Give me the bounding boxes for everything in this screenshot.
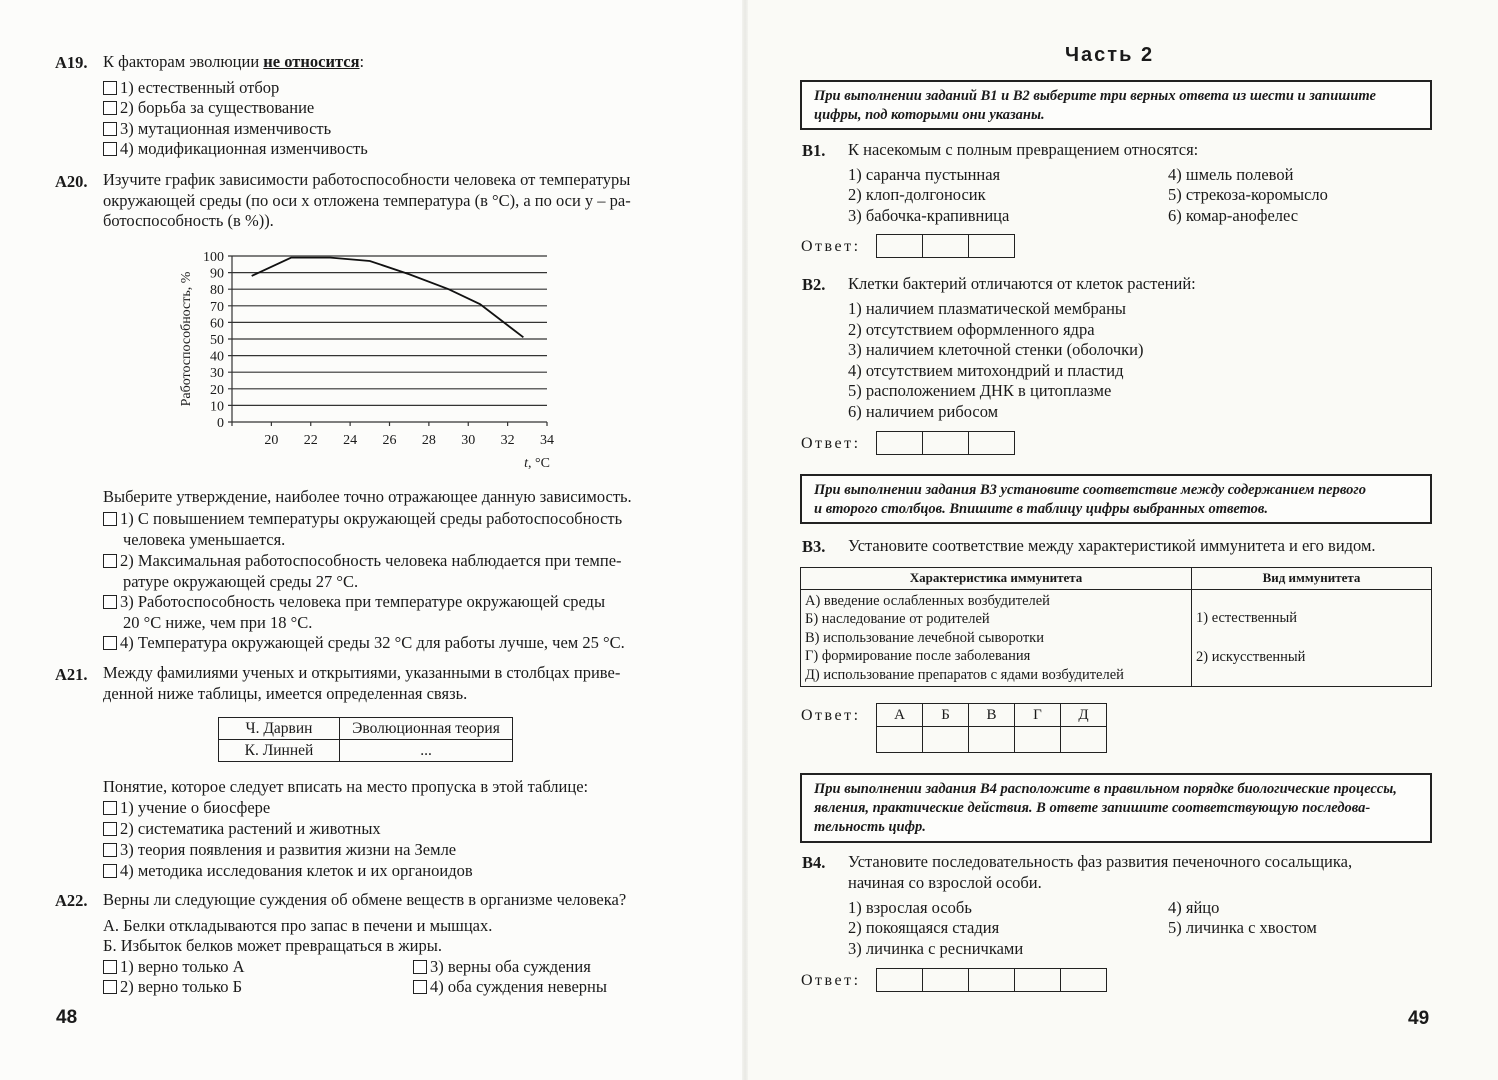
checkbox-icon[interactable] bbox=[103, 960, 117, 974]
option-item: 5) личинка с хвостом bbox=[1168, 918, 1317, 937]
x-tick-label: 24 bbox=[343, 433, 358, 448]
answer-cell[interactable] bbox=[1015, 727, 1061, 753]
checkbox-icon[interactable] bbox=[103, 101, 117, 115]
option-checkbox[interactable]: 1) учение о биосфере bbox=[103, 798, 270, 819]
question-text: Установите соответствие между характеристикой иммунитета и его видом. bbox=[848, 536, 1376, 555]
option-checkbox[interactable]: 3) теория появления и развития жизни на Земле bbox=[103, 840, 456, 861]
question-text: Клетки бактерий отличаются от клеток растений: bbox=[848, 274, 1196, 293]
x-tick-label: 32 bbox=[500, 433, 515, 448]
x-tick-label: 20 bbox=[264, 433, 279, 448]
checkbox-icon[interactable] bbox=[103, 81, 117, 95]
y-tick-label: 0 bbox=[217, 416, 224, 431]
column-header: Характеристика иммунитета bbox=[801, 568, 1192, 590]
table-row bbox=[219, 718, 513, 740]
answer-grid-b2 bbox=[876, 431, 1015, 455]
answer-label: Ответ: bbox=[801, 435, 861, 452]
answer-header-cell: В bbox=[969, 704, 1015, 727]
option-item: 6) комар-анофелес bbox=[1168, 206, 1299, 225]
checkbox-icon[interactable] bbox=[103, 980, 117, 994]
answer-grid-b4 bbox=[876, 968, 1107, 992]
scientists-table bbox=[218, 717, 513, 762]
page-number-right: 49 bbox=[1408, 1008, 1430, 1029]
y-tick-label: 30 bbox=[210, 366, 224, 382]
answer-cell[interactable] bbox=[877, 727, 923, 753]
y-tick-label: 60 bbox=[210, 316, 224, 332]
option-checkbox[interactable]: 2) систематика растений и животных bbox=[103, 819, 381, 840]
option-item: 5) расположением ДНК в цитоплазме bbox=[848, 381, 1112, 400]
statement-b: Б. Избыток белков может превращаться в жиры. bbox=[103, 936, 442, 955]
option-checkbox[interactable]: 4) методика исследования клеток и их органоидов bbox=[103, 861, 473, 882]
table-cell: Ч. Дарвин bbox=[219, 718, 340, 740]
part-title: Часть 2 bbox=[1065, 44, 1155, 66]
option-checkbox[interactable]: 2) Максимальная работоспособность человека наблюдается при темпе- ратуре окружающей среды 27 °С. bbox=[103, 551, 622, 592]
option-checkbox[interactable]: 3) Работоспособность человека при температуре окружающей среды 20 °С ниже, чем при 18 °С. bbox=[103, 592, 605, 633]
answer-cell[interactable] bbox=[877, 235, 923, 258]
matching-table bbox=[800, 567, 1432, 687]
option-item: 4) отсутствием митохондрий и пластид bbox=[848, 361, 1124, 380]
y-tick-label: 10 bbox=[210, 399, 224, 415]
y-tick-label: 70 bbox=[210, 299, 224, 315]
y-tick-label: 80 bbox=[210, 283, 224, 299]
option-item: 2) покоящаяся стадия bbox=[848, 918, 1000, 937]
answer-cell[interactable] bbox=[923, 727, 969, 753]
chart-canvas bbox=[170, 245, 560, 475]
question-prompt: Понятие, которое следует вписать на место пропуска в этой таблице: bbox=[103, 777, 589, 796]
x-tick-label: 28 bbox=[421, 433, 436, 448]
types-cell: 1) естественный 2) искусственный bbox=[1192, 589, 1432, 687]
answer-cell[interactable] bbox=[877, 432, 923, 455]
answer-cell[interactable] bbox=[969, 432, 1015, 455]
question-number: В4. bbox=[802, 853, 826, 872]
checkbox-icon[interactable] bbox=[103, 512, 117, 526]
answer-grid-b1 bbox=[876, 234, 1015, 258]
x-tick-label: 30 bbox=[461, 433, 476, 448]
answer-cell[interactable] bbox=[877, 969, 923, 992]
checkbox-icon[interactable] bbox=[103, 595, 117, 609]
option-checkbox[interactable]: 3) мутационная изменчивость bbox=[103, 119, 331, 140]
table-cell: К. Линней bbox=[219, 740, 340, 762]
answer-cell[interactable] bbox=[1061, 969, 1107, 992]
question-text: Между фамилиями ученых и открытиями, указанными в столбцах приве- денной ниже таблицы, имеется определенная связь. bbox=[103, 663, 621, 703]
option-item: 3) наличием клеточной стенки (оболочки) bbox=[848, 340, 1144, 359]
instruction-box-b1-b2: При выполнении заданий В1 и В2 выберите три верных ответа из шести и запишите цифры, под которыми они указаны. bbox=[800, 80, 1432, 130]
y-axis-label: Работоспособность, % bbox=[179, 271, 194, 407]
option-checkbox[interactable]: 3) верны оба суждения bbox=[413, 957, 591, 978]
option-item: 3) личинка с ресничками bbox=[848, 939, 1024, 958]
y-tick-label: 100 bbox=[203, 250, 224, 265]
table-row bbox=[219, 740, 513, 762]
y-tick-label: 50 bbox=[210, 333, 224, 348]
option-item: 2) отсутствием оформленного ядра bbox=[848, 320, 1095, 339]
option-item: 1) саранча пустынная bbox=[848, 165, 1001, 184]
answer-cell[interactable] bbox=[969, 727, 1015, 753]
option-item: 4) шмель полевой bbox=[1168, 165, 1294, 184]
option-checkbox[interactable]: 2) верно только Б bbox=[103, 977, 242, 998]
statement-a: А. Белки откладываются про запас в печени и мышцах. bbox=[103, 916, 493, 935]
table-row bbox=[801, 589, 1432, 687]
answer-cell[interactable] bbox=[923, 432, 969, 455]
answer-cell[interactable] bbox=[1061, 727, 1107, 753]
question-text: Изучите график зависимости работоспособности человека от температуры окружающей среды (по оси x отложена температура (в °С), а по оси y – ра- ботоспособность (в %)). bbox=[103, 170, 631, 230]
question-number: A20. bbox=[55, 172, 88, 191]
x-axis-label: t, °С bbox=[524, 456, 550, 471]
instruction-box-b3: При выполнении задания В3 установите соответствие между содержанием первого и второго столбцов. Впишите в таблицу цифры выбранных ответов. bbox=[800, 474, 1432, 524]
option-checkbox[interactable]: 4) Температура окружающей среды 32 °С для работы лучше, чем 25 °С. bbox=[103, 633, 625, 654]
option-checkbox[interactable]: 1) С повышением температуры окружающей среды работоспособность человека уменьшается. bbox=[103, 509, 622, 550]
x-tick-label: 22 bbox=[303, 433, 318, 448]
question-number: В3. bbox=[802, 537, 826, 556]
checkbox-icon[interactable] bbox=[413, 980, 427, 994]
table-cell: ... bbox=[340, 740, 513, 762]
option-item: 6) наличием рибосом bbox=[848, 402, 999, 421]
y-tick-label: 90 bbox=[210, 266, 224, 282]
answer-cell[interactable] bbox=[923, 235, 969, 258]
table-cell: Эволюционная теория bbox=[340, 718, 513, 740]
question-text: К насекомым с полным превращением относятся: bbox=[848, 140, 1199, 159]
question-text: К факторам эволюции не относится: bbox=[103, 52, 365, 71]
question-number: В2. bbox=[802, 275, 826, 294]
option-item: 1) наличием плазматической мембраны bbox=[848, 299, 1127, 318]
answer-header-cell: Г bbox=[1015, 704, 1061, 727]
checkbox-icon[interactable] bbox=[103, 636, 117, 650]
checkbox-icon[interactable] bbox=[103, 801, 117, 815]
book-gutter bbox=[742, 0, 748, 1080]
question-number: A21. bbox=[55, 665, 88, 684]
option-checkbox[interactable]: 2) борьба за существование bbox=[103, 98, 314, 119]
y-tick-label: 20 bbox=[210, 382, 224, 398]
checkbox-icon[interactable] bbox=[103, 554, 117, 568]
answer-cell[interactable] bbox=[1015, 969, 1061, 992]
checkbox-icon[interactable] bbox=[103, 122, 117, 136]
option-checkbox[interactable]: 4) оба суждения неверны bbox=[413, 977, 607, 998]
answer-grid-b3 bbox=[876, 703, 1107, 753]
answer-header-cell: Б bbox=[923, 704, 969, 727]
line-chart bbox=[170, 245, 560, 475]
answer-cell[interactable] bbox=[923, 969, 969, 992]
characteristics-cell: А) введение ослабленных возбудителей Б) наследование от родителей В) использование лечебной сыворотки Г) формирование после заболевания Д) использование препаратов с ядами возбудителей bbox=[801, 589, 1192, 687]
checkbox-icon[interactable] bbox=[103, 843, 117, 857]
y-tick-label: 40 bbox=[210, 349, 224, 365]
question-number: A22. bbox=[55, 891, 88, 910]
instruction-box-b4: При выполнении задания В4 расположите в правильном порядке биологические процессы, явления, практические действия. В ответе запишите соответствующую последова- тельность цифр. bbox=[800, 773, 1432, 843]
option-checkbox[interactable]: 1) естественный отбор bbox=[103, 78, 279, 99]
option-item: 1) взрослая особь bbox=[848, 898, 972, 917]
option-item: 4) яйцо bbox=[1168, 898, 1220, 917]
question-number: A19. bbox=[55, 53, 88, 72]
page-number-left: 48 bbox=[56, 1007, 78, 1028]
x-tick-label: 34 bbox=[540, 433, 554, 448]
x-tick-label: 26 bbox=[382, 433, 397, 448]
table-header-row bbox=[801, 568, 1432, 590]
column-header: Вид иммунитета bbox=[1192, 568, 1432, 590]
checkbox-icon[interactable] bbox=[103, 822, 117, 836]
checkbox-icon[interactable] bbox=[103, 864, 117, 878]
answer-cell[interactable] bbox=[969, 235, 1015, 258]
question-text: Верны ли следующие суждения об обмене веществ в организме человека? bbox=[103, 890, 627, 909]
checkbox-icon[interactable] bbox=[413, 960, 427, 974]
option-item: 5) стрекоза-коромысло bbox=[1168, 185, 1328, 204]
option-checkbox[interactable]: 1) верно только А bbox=[103, 957, 245, 978]
checkbox-icon[interactable] bbox=[103, 142, 117, 156]
option-checkbox[interactable]: 4) модификационная изменчивость bbox=[103, 139, 368, 160]
question-number: В1. bbox=[802, 141, 826, 160]
question-text: Установите последовательность фаз развития печеночного сосальщика, начиная со взрослой особи. bbox=[848, 852, 1353, 892]
answer-label: Ответ: bbox=[801, 238, 861, 255]
answer-header-cell: А bbox=[877, 704, 923, 727]
data-line bbox=[252, 258, 524, 338]
answer-label: Ответ: bbox=[801, 707, 861, 724]
answer-header-cell: Д bbox=[1061, 704, 1107, 727]
option-item: 3) бабочка-крапивница bbox=[848, 206, 1010, 225]
answer-label: Ответ: bbox=[801, 972, 861, 989]
answer-cell[interactable] bbox=[969, 969, 1015, 992]
option-item: 2) клоп-долгоносик bbox=[848, 185, 986, 204]
question-prompt: Выберите утверждение, наиболее точно отражающее данную зависимость. bbox=[103, 487, 632, 506]
